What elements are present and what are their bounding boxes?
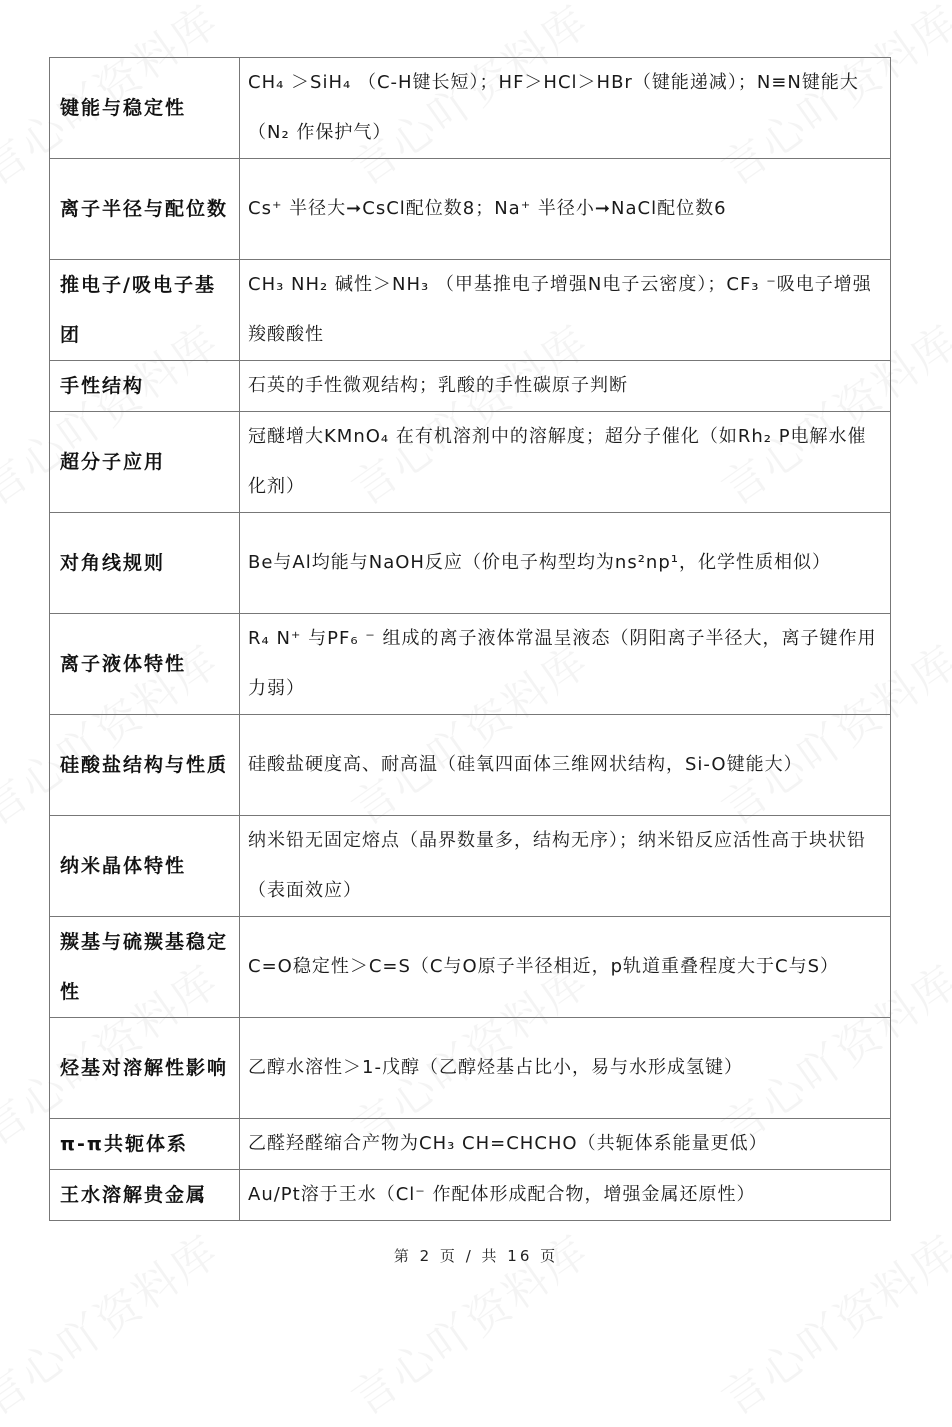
topic-cell: 羰基与硫羰基稳定性 xyxy=(50,917,240,1018)
knowledge-table xyxy=(49,57,891,1221)
description-cell: 冠醚增大KMnO₄ 在有机溶剂中的溶解度；超分子催化（如Rh₂ P电解水催化剂） xyxy=(240,412,891,513)
topic-cell: 对角线规则 xyxy=(50,513,240,614)
description-cell: C=O稳定性＞C=S（C与O原子半径相近，p轨道重叠程度大于C与S） xyxy=(240,917,891,1018)
table-row xyxy=(50,816,891,917)
description-cell: R₄ N⁺ 与PF₆ ⁻ 组成的离子液体常温呈液态（阴阳离子半径大，离子键作用力弱） xyxy=(240,614,891,715)
table-row xyxy=(50,614,891,715)
topic-cell: 纳米晶体特性 xyxy=(50,816,240,917)
topic-cell: 王水溶解贵金属 xyxy=(50,1170,240,1221)
topic-cell: 离子液体特性 xyxy=(50,614,240,715)
table-row xyxy=(50,361,891,412)
description-cell: CH₃ NH₂ 碱性＞NH₃ （甲基推电子增强N电子云密度）；CF₃ ⁻吸电子增强羧酸酸性 xyxy=(240,260,891,361)
description-cell: 乙醛羟醛缩合产物为CH₃ CH=CHCHO（共轭体系能量更低） xyxy=(240,1119,891,1170)
description-cell: 硅酸盐硬度高、耐高温（硅氧四面体三维网状结构，Si-O键能大） xyxy=(240,715,891,816)
table-row xyxy=(50,917,891,1018)
topic-cell: π-π共轭体系 xyxy=(50,1119,240,1170)
description-cell: Be与Al均能与NaOH反应（价电子构型均为ns²np¹，化学性质相似） xyxy=(240,513,891,614)
description-cell: 石英的手性微观结构；乳酸的手性碳原子判断 xyxy=(240,361,891,412)
topic-cell: 键能与稳定性 xyxy=(50,58,240,159)
topic-cell: 超分子应用 xyxy=(50,412,240,513)
description-cell: 乙醇水溶性＞1-戊醇（乙醇烃基占比小，易与水形成氢键） xyxy=(240,1018,891,1119)
table-row xyxy=(50,58,891,159)
table-row xyxy=(50,1119,891,1170)
description-cell: Cs⁺ 半径大➞CsCl配位数8；Na⁺ 半径小➞NaCl配位数6 xyxy=(240,159,891,260)
topic-cell: 离子半径与配位数 xyxy=(50,159,240,260)
topic-cell: 烃基对溶解性影响 xyxy=(50,1018,240,1119)
table-row xyxy=(50,159,891,260)
description-cell: Au/Pt溶于王水（Cl⁻ 作配体形成配合物，增强金属还原性） xyxy=(240,1170,891,1221)
table-row xyxy=(50,260,891,361)
page-indicator: 第 2 页 / 共 16 页 xyxy=(393,1247,559,1265)
table-row xyxy=(50,1018,891,1119)
topic-cell: 推电子/吸电子基团 xyxy=(50,260,240,361)
topic-cell: 手性结构 xyxy=(50,361,240,412)
table-row xyxy=(50,513,891,614)
description-cell: CH₄ ＞SiH₄ （C-H键长短）；HF＞HCl＞HBr（键能递减）；N≡N键能大（N₂ 作保护气） xyxy=(240,58,891,159)
table-row xyxy=(50,715,891,816)
table-row xyxy=(50,1170,891,1221)
topic-cell: 硅酸盐结构与性质 xyxy=(50,715,240,816)
description-cell: 纳米铅无固定熔点（晶界数量多，结构无序）；纳米铅反应活性高于块状铅（表面效应） xyxy=(240,816,891,917)
table-row xyxy=(50,412,891,513)
